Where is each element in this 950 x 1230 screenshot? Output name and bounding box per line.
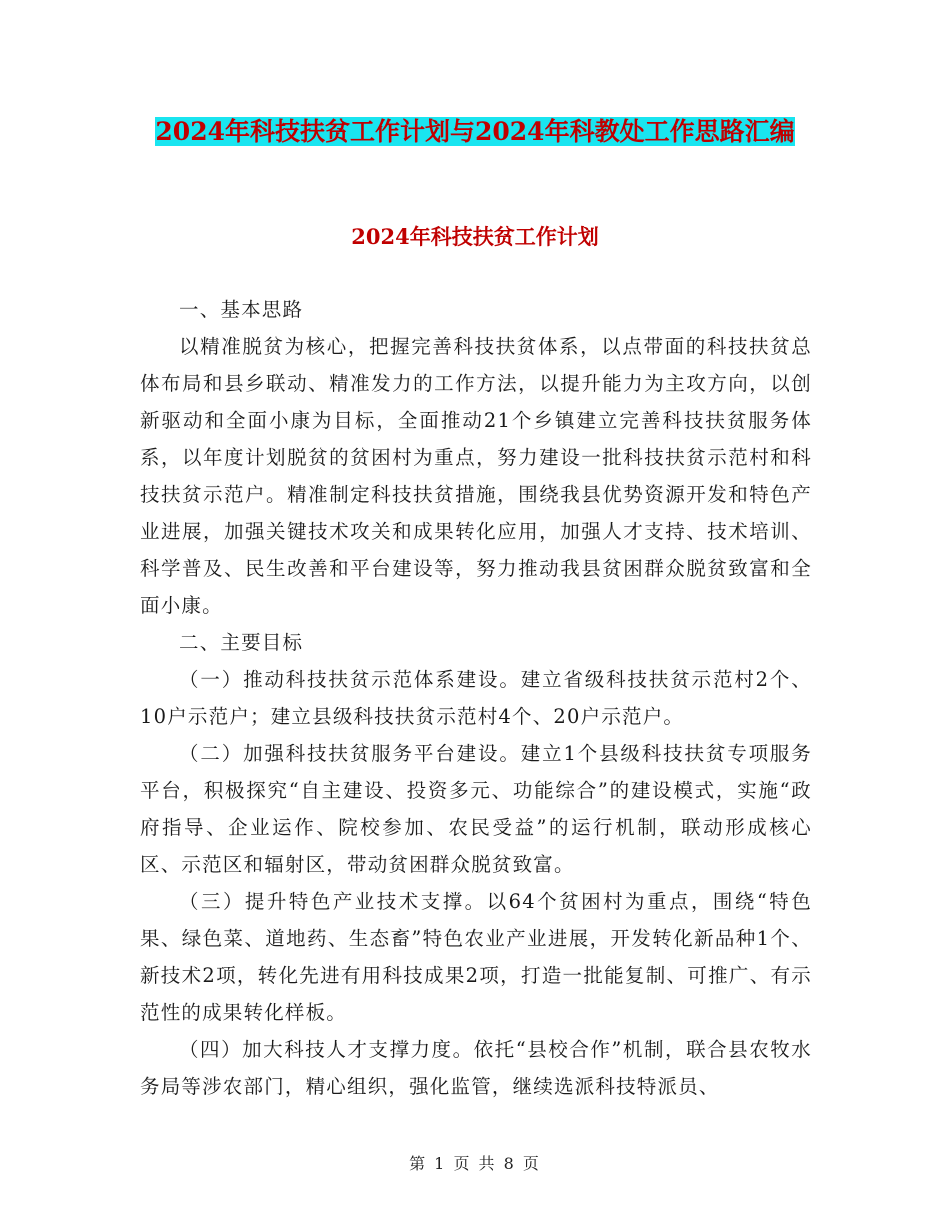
section-title: 2024年科技扶贫工作计划 bbox=[351, 224, 599, 249]
paragraph-goal-1: （一）推动科技扶贫示范体系建设。建立省级科技扶贫示范村2个、10户示范户；建立县级科技扶贫示范村4个、20户示范户。 bbox=[140, 668, 812, 728]
heading-basic-approach: 一、基本思路 bbox=[179, 298, 304, 321]
paragraph-goal-2: （二）加强科技扶贫服务平台建设。建立1个县级科技扶贫专项服务平台，积极探究“自主建设、投资多元、功能综合”的建设模式，实施“政府指导、企业运作、院校参加、农民受益”的运行机制，联动形成核心区、示范区和辐射区，带动贫困群众脱贫致富。 bbox=[140, 742, 812, 876]
document-title bbox=[140, 108, 810, 156]
paragraph-goal-3: （三）提升特色产业技术支撑。以64个贫困村为重点，围绕“特色果、绿色菜、道地药、生态畜”特色农业产业进展，开发转化新品种1个、新技术2项，转化先进有用科技成果2项，打造一批能复制、可推广、有示范性的成果转化样板。 bbox=[140, 890, 812, 1024]
paragraph-goal-4: （四）加大科技人才支撑力度。依托“县校合作”机制，联合县农牧水务局等涉农部门，精心组织，强化监管，继续选派科技特派员、 bbox=[140, 1038, 812, 1098]
document-title-text: 2024年科技扶贫工作计划与2024年科教处工作思路汇编 bbox=[155, 117, 795, 146]
document-body bbox=[140, 291, 812, 1105]
paragraph-basic-approach: 以精准脱贫为核心，把握完善科技扶贫体系，以点带面的科技扶贫总体布局和县乡联动、精准发力的工作方法，以提升能力为主攻方向，以创新驱动和全面小康为目标，全面推动21个乡镇建立完善科技扶贫服务体系，以年度计划脱贫的贫困村为重点，努力建设一批科技扶贫示范村和科技扶贫示范户。精准制定科技扶贫措施，围绕我县优势资源开发和特色产业进展，加强关键技术攻关和成果转化应用，加强人才支持、技术培训、科学普及、民生改善和平台建设等，努力推动我县贫困群众脱贫致富和全面小康。 bbox=[140, 335, 812, 617]
page-footer: 第 1 页 共 8 页 bbox=[409, 1154, 541, 1173]
heading-main-goals: 二、主要目标 bbox=[179, 631, 304, 654]
